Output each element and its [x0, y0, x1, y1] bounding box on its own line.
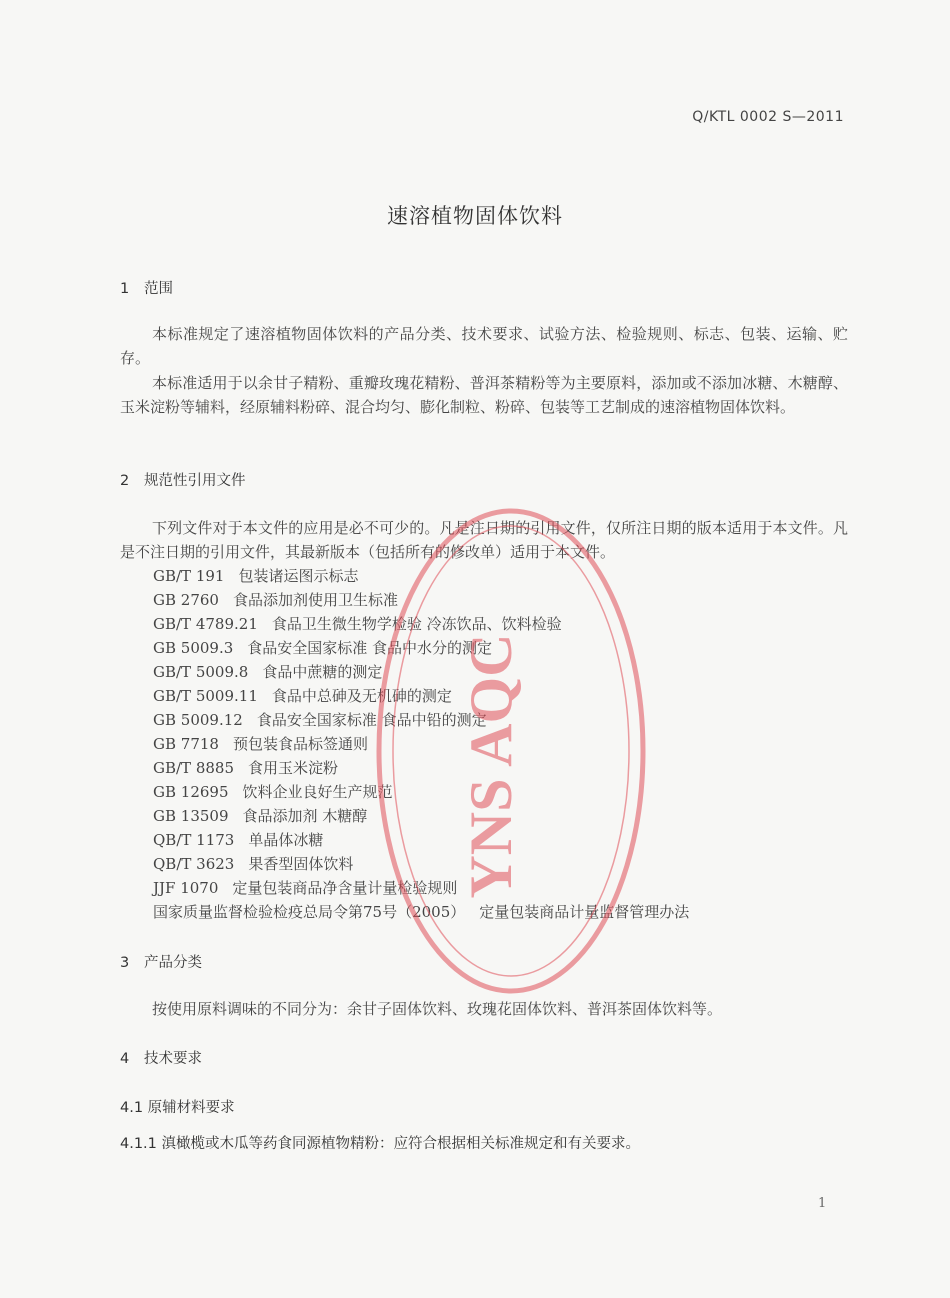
- section-number: 2: [120, 473, 130, 489]
- reference-title: 食品安全国家标准 食品中铅的测定: [256, 711, 487, 729]
- section-title: 技术要求: [144, 1051, 202, 1067]
- reference-title: 预包装食品标签通则: [232, 735, 368, 753]
- page-number: 1: [818, 1196, 827, 1211]
- reference-item: [153, 660, 689, 684]
- reference-code: GB 7718: [153, 735, 219, 753]
- reference-code: GB/T 5009.11: [153, 687, 258, 705]
- reference-item: [153, 756, 689, 780]
- section-1-paragraph-1: 本标准规定了速溶植物固体饮料的产品分类、技术要求、试验方法、检验规则、标志、包装、运输、贮存。: [120, 325, 848, 367]
- reference-item: [153, 564, 689, 588]
- reference-item: [153, 588, 689, 612]
- reference-code: GB 5009.12: [153, 711, 243, 729]
- section-2-heading: [120, 469, 246, 490]
- reference-item: [153, 900, 689, 924]
- reference-title: 定量包装商品净含量计量检验规则: [232, 879, 458, 897]
- section-1-paragraph-2: 本标准适用于以余甘子精粉、重瓣玫瑰花精粉、普洱茶精粉等为主要原料，添加或不添加冰糖、木糖醇、玉米淀粉等辅料，经原辅料粉碎、混合均匀、膨化制粒、粉碎、包装等工艺制成的速溶植物固体饮料。: [120, 374, 848, 416]
- reference-item: [153, 684, 689, 708]
- section-3-heading: [120, 951, 202, 972]
- reference-code: QB/T 1173: [153, 831, 235, 849]
- reference-item: [153, 852, 689, 876]
- reference-code: QB/T 3623: [153, 855, 235, 873]
- reference-title: 定量包装商品计量监督管理办法: [479, 903, 690, 921]
- reference-title: 食品卫生微生物学检验 冷冻饮品、饮料检验: [271, 615, 562, 633]
- reference-item: [153, 612, 689, 636]
- reference-title: 食品中蔗糖的测定: [262, 663, 383, 681]
- reference-item: [153, 780, 689, 804]
- reference-item: [153, 804, 689, 828]
- reference-code: GB 12695: [153, 783, 229, 801]
- reference-code: GB 2760: [153, 591, 219, 609]
- seal-text: YNS AQC: [458, 633, 524, 899]
- section-1-heading: [120, 277, 173, 298]
- reference-title: 单晶体冰糖: [248, 831, 324, 849]
- reference-title: 食品安全国家标准 食品中水分的测定: [247, 639, 493, 657]
- reference-code: JJF 1070: [153, 879, 219, 897]
- reference-title: 果香型固体饮料: [248, 855, 354, 873]
- subsection-4-1-1: 4.1.1 滇橄榄或木瓜等药食同源植物精粉：应符合根据相关标准规定和有关要求。: [120, 1136, 641, 1152]
- section-4-heading: [120, 1047, 202, 1068]
- reference-item: [153, 708, 689, 732]
- section-3-paragraph: 按使用原料调味的不同分为：余甘子固体饮料、玫瑰花固体饮料、普洱茶固体饮料等。: [152, 1000, 723, 1018]
- document-title: 速溶植物固体饮料: [387, 204, 563, 228]
- reference-code: GB 13509: [153, 807, 229, 825]
- reference-code: GB/T 8885: [153, 759, 235, 777]
- reference-code: GB/T 5009.8: [153, 663, 249, 681]
- standard-code: Q/KTL 0002 S—2011: [692, 109, 844, 125]
- section-title: 范围: [144, 281, 173, 297]
- reference-code: GB/T 191: [153, 567, 225, 585]
- reference-title: 食品添加剂 木糖醇: [242, 807, 368, 825]
- reference-title: 食品中总砷及无机砷的测定: [271, 687, 452, 705]
- section-2-paragraph: 下列文件对于本文件的应用是必不可少的。凡是注日期的引用文件，仅所注日期的版本适用于本文件。凡是不注日期的引用文件，其最新版本（包括所有的修改单）适用于本文件。: [120, 519, 848, 561]
- reference-code: 国家质量监督检验检疫总局令第75号（2005）: [153, 903, 466, 921]
- reference-title: 饮料企业良好生产规范: [242, 783, 393, 801]
- reference-title: 食品添加剂使用卫生标准: [232, 591, 398, 609]
- section-title: 规范性引用文件: [144, 473, 246, 489]
- reference-code: GB/T 4789.21: [153, 615, 258, 633]
- reference-item: [153, 636, 689, 660]
- section-number: 4: [120, 1051, 130, 1067]
- reference-item: [153, 732, 689, 756]
- subsection-4-1: 4.1 原辅材料要求: [120, 1100, 235, 1116]
- reference-item: [153, 876, 689, 900]
- section-title: 产品分类: [144, 955, 202, 971]
- section-number: 3: [120, 955, 130, 971]
- reference-title: 食用玉米淀粉: [248, 759, 339, 777]
- reference-list: [153, 564, 689, 924]
- reference-code: GB 5009.3: [153, 639, 234, 657]
- reference-title: 包装诸运图示标志: [238, 567, 359, 585]
- section-number: 1: [120, 281, 130, 297]
- reference-item: [153, 828, 689, 852]
